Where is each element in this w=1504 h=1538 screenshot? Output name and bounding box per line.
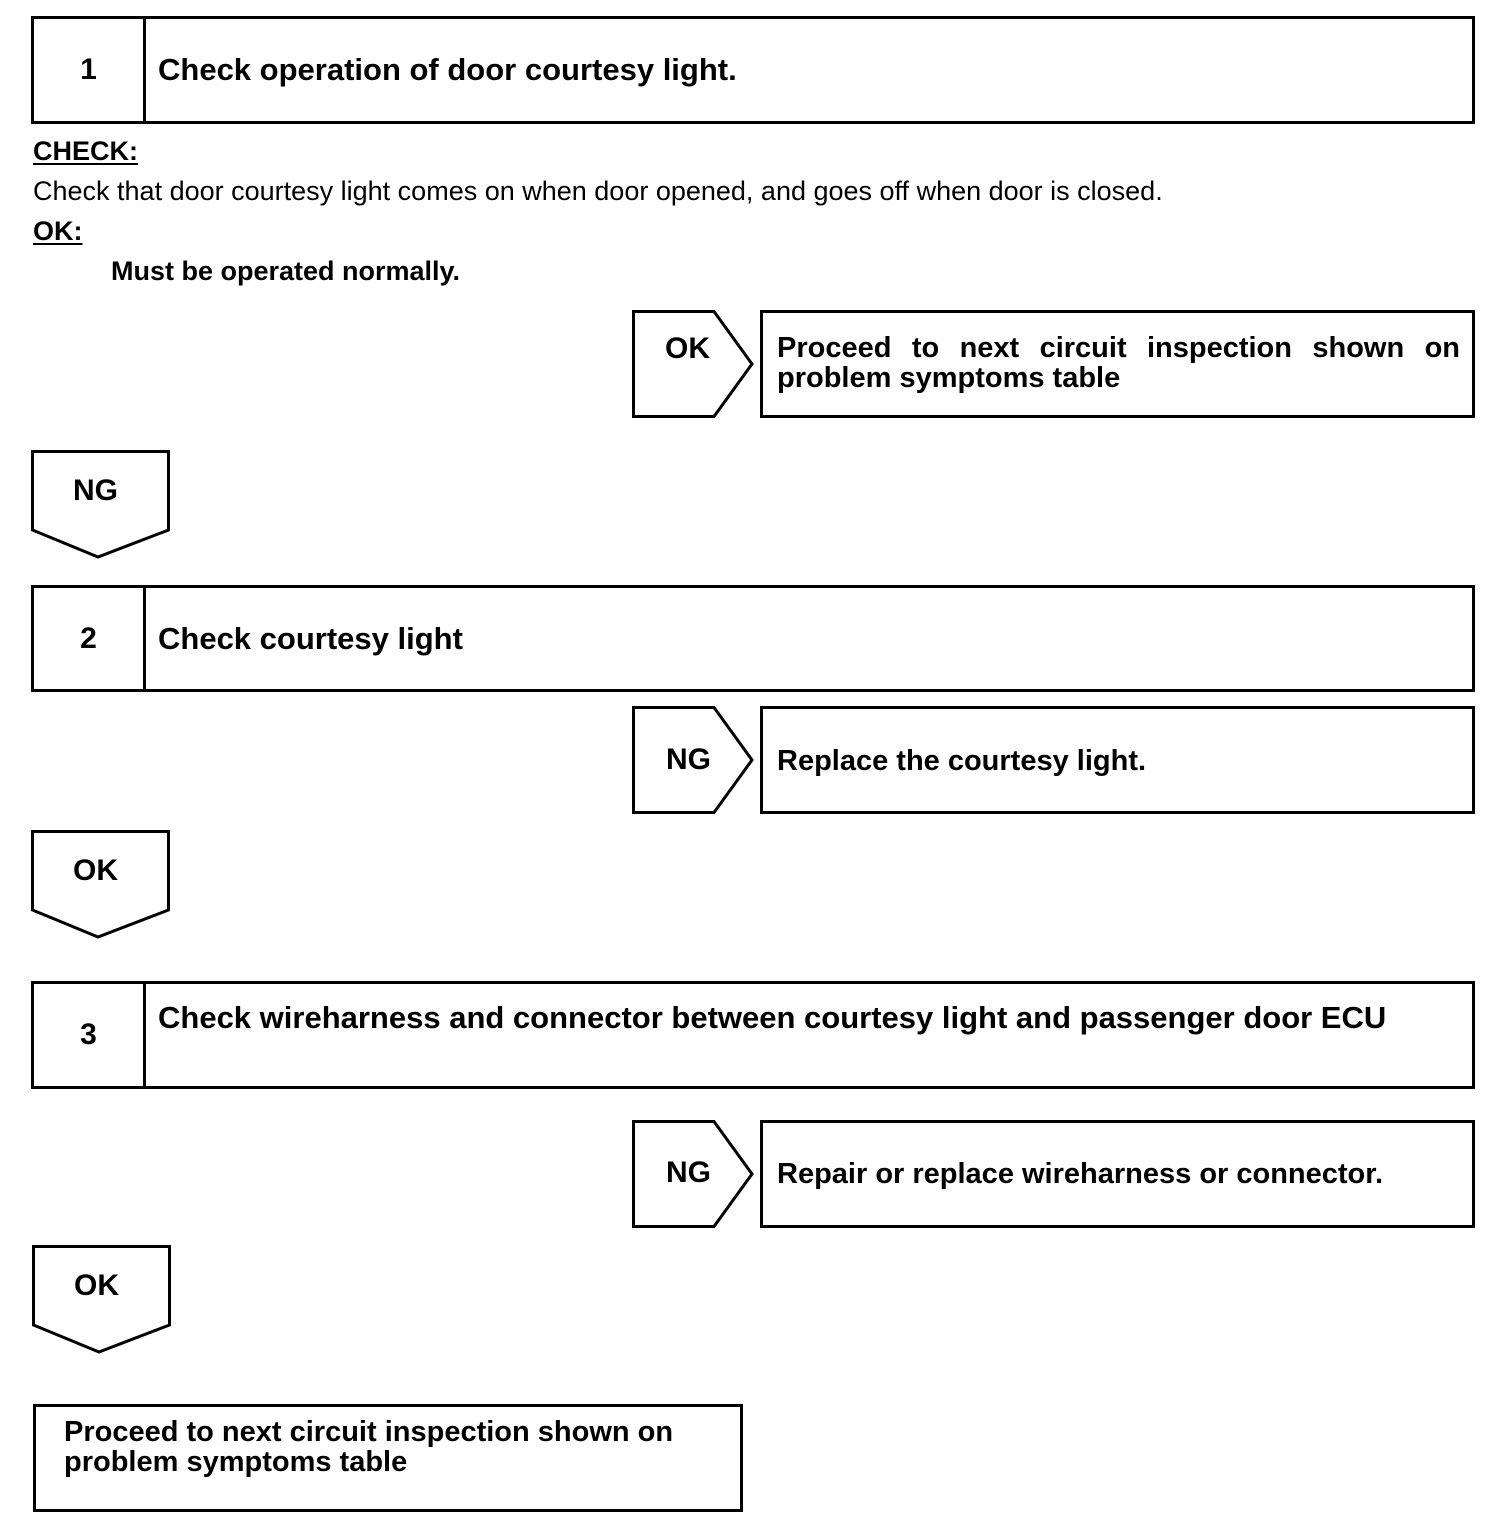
step-3-ng-label: NG	[666, 1156, 711, 1189]
check-label: CHECK:	[33, 136, 138, 166]
step-3-ng-branch	[632, 1120, 754, 1228]
step-1-ng-branch	[31, 450, 171, 560]
step-3-ng-result-box	[760, 1120, 1475, 1228]
step-1-ng-label: NG	[73, 474, 118, 507]
step-3-box	[31, 981, 1475, 1089]
step-1-ok-result-box: Proceed to next circuit inspection shown on problem symptoms table	[760, 310, 1475, 418]
step-2-ng-result-box	[760, 706, 1475, 814]
step-3-ok-branch	[32, 1245, 172, 1355]
step-1-box	[31, 16, 1475, 124]
step-2-ok-label: OK	[73, 854, 118, 887]
step-2-box	[31, 585, 1475, 692]
step-1-ok-label: OK	[665, 332, 710, 365]
ok-label: OK:	[33, 216, 83, 246]
step-1-title: Check operation of door courtesy light.	[158, 52, 737, 87]
step-2-ng-result-text: Replace the courtesy light.	[777, 745, 1147, 777]
step-2-title: Check courtesy light	[158, 620, 463, 656]
step-3-number: 3	[34, 984, 146, 1086]
step-2-ok-branch	[31, 830, 171, 940]
step-2-number: 2	[34, 588, 146, 689]
final-result-box	[33, 1404, 743, 1512]
step-1-number: 1	[34, 19, 146, 121]
step-2-ng-branch	[632, 706, 754, 814]
ok-criteria-text: Must be operated normally.	[111, 256, 461, 286]
final-result-text: Proceed to next circuit inspection shown on problem symptoms table	[64, 1416, 674, 1478]
check-text: Check that door courtesy light comes on when door opened, and goes off when door is closed.	[33, 176, 1163, 206]
step-3-ok-label: OK	[74, 1269, 119, 1302]
step-3-title: Check wireharness and connector between courtesy light and passenger door ECU	[158, 1000, 1387, 1035]
step-1-ok-branch	[632, 310, 754, 418]
step-2-ng-label: NG	[666, 743, 711, 776]
step-3-ng-result-text: Repair or replace wireharness or connector.	[777, 1158, 1384, 1190]
